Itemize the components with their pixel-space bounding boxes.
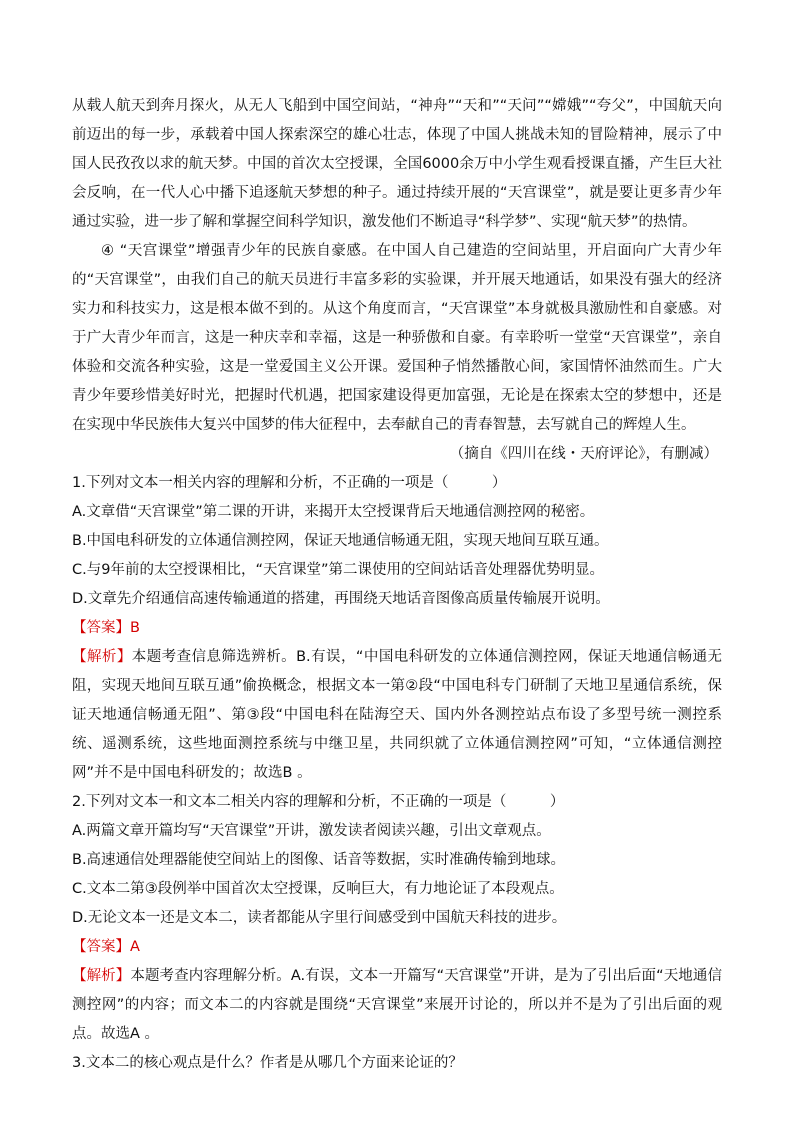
question-1 — [72, 469, 722, 788]
option-c: C.与9年前的太空授课相比，“天宫课堂”第二课使用的空间站话音处理器优势明显。 — [72, 562, 604, 578]
option-a: A.文章借“天宫课堂”第二课的开讲，来揭开太空授课背后天地通信测控网的秘密。 — [72, 504, 595, 520]
passage-paragraph-2: ④ “天宫课堂”增强青少年的民族自豪感。在中国人自己建造的空间站里，开启面向广大青少年的“天宫课堂”，由我们自己的航天员进行丰富多彩的实验课，并开展天地通话，如果没有强大的经济实力和科技实力，这是根本做不到的。从这个角度而言，“天宫课堂”本身就极具激励性和自豪感。对于广大青少年而言，这是一种庆幸和幸福，这是一种骄傲和自豪。有幸聆听一堂堂“天宫课堂”，亲自体验和交流各种实验，这是一堂爱国主义公开课。爱国种子悄然播散心间，家国情怀油然而生。广大青少年要珍惜美好时光，把握时代机遇，把国家建设得更加富强，无论是在探索太空的梦想中，还是在实现中华民族伟大复兴中国梦的伟大征程中，去奉献自己的青春智慧，去写就自己的辉煌人生。 — [72, 243, 722, 433]
analysis-paragraph — [72, 962, 722, 1049]
question-stem: 1.下列对文本一相关内容的理解和分析，不正确的一项是（ ） — [72, 475, 507, 491]
passage-source: （摘自《四川在线・天府评论》，有删减） — [449, 446, 718, 462]
answer-label: 【答案】 — [72, 620, 130, 636]
option-d: D.无论文本一还是文本二，读者都能从字里行间感受到中国航天科技的进步。 — [72, 910, 567, 926]
question-2 — [72, 788, 722, 1049]
option-b: B.高速通信处理器能使空间站上的图像、话音等数据，实时准确传输到地球。 — [72, 852, 566, 868]
analysis-text: 本题考查内容理解分析。A.有误，文本一开篇写“天宫课堂”开讲，是为了引出后面“天地通信测控网”的内容；而文本二的内容就是围绕“天宫课堂”来展开讨论的，所以并不是为了引出后面的观点。故选A 。 — [72, 968, 722, 1042]
analysis-label: 【解析】 — [72, 649, 132, 665]
analysis-paragraph — [72, 643, 722, 788]
answer-value: B — [130, 620, 140, 636]
option-c: C.文本二第③段例举中国首次太空授课，反响巨大，有力地论证了本段观点。 — [72, 881, 564, 897]
option-a: A.两篇文章开篇均写“天宫课堂”开讲，激发读者阅读兴趣，引出文章观点。 — [72, 823, 551, 839]
question-stem: 3.文本二的核心观点是什么？作者是从哪几个方面来论证的？ — [72, 1055, 463, 1071]
answer-line — [72, 614, 722, 643]
question-3 — [72, 1049, 722, 1078]
option-b: B.中国电科研发的立体通信测控网，保证天地通信畅通无阻，实现天地间互联互通。 — [72, 533, 609, 549]
answer-line — [72, 933, 722, 962]
answer-value: A — [130, 939, 140, 955]
analysis-text: 本题考查信息筛选辨析。B.有误，“中国电科研发的立体通信测控网，保证天地通信畅通无阻，实现天地间互联互通”偷换概念，根据文本一第②段“中国电科专门研制了天地卫星通信系统，保证天地通信畅通无阻”、第③段“中国电科在陆海空天、国内外各测控站点布设了多型号统一测控系统、遥测系统，这些地面测控系统与中继卫星，共同织就了立体通信测控网”可知，“立体通信测控网”并不是中国电科研发的；故选B 。 — [72, 649, 722, 781]
answer-label: 【答案】 — [72, 939, 130, 955]
option-d: D.文章先介绍通信高速传输通道的搭建，再围绕天地话音图像高质量传输展开说明。 — [72, 591, 610, 607]
passage-paragraph-1: 从载人航天到奔月探火，从无人飞船到中国空间站，“神舟”“天和”“天问”“嫦娥”“夸父”，中国航天向前迈出的每一步，承载着中国人探索深空的雄心壮志，体现了中国人挑战未知的冒险精神，展示了中国人民孜孜以求的航天梦。中国的首次太空授课，全国6000余万中小学生观看授课直播，产生巨大社会反响，在一代人心中播下追逐航天梦想的种子。通过持续开展的“天宫课堂”，就是要让更多青少年通过实验，进一步了解和掌握空间科学知识，激发他们不断追寻“科学梦”、实现“航天梦”的热情。 — [72, 98, 722, 230]
question-stem: 2.下列对文本一和文本二相关内容的理解和分析，不正确的一项是（ ） — [72, 794, 565, 810]
analysis-label: 【解析】 — [72, 968, 131, 984]
